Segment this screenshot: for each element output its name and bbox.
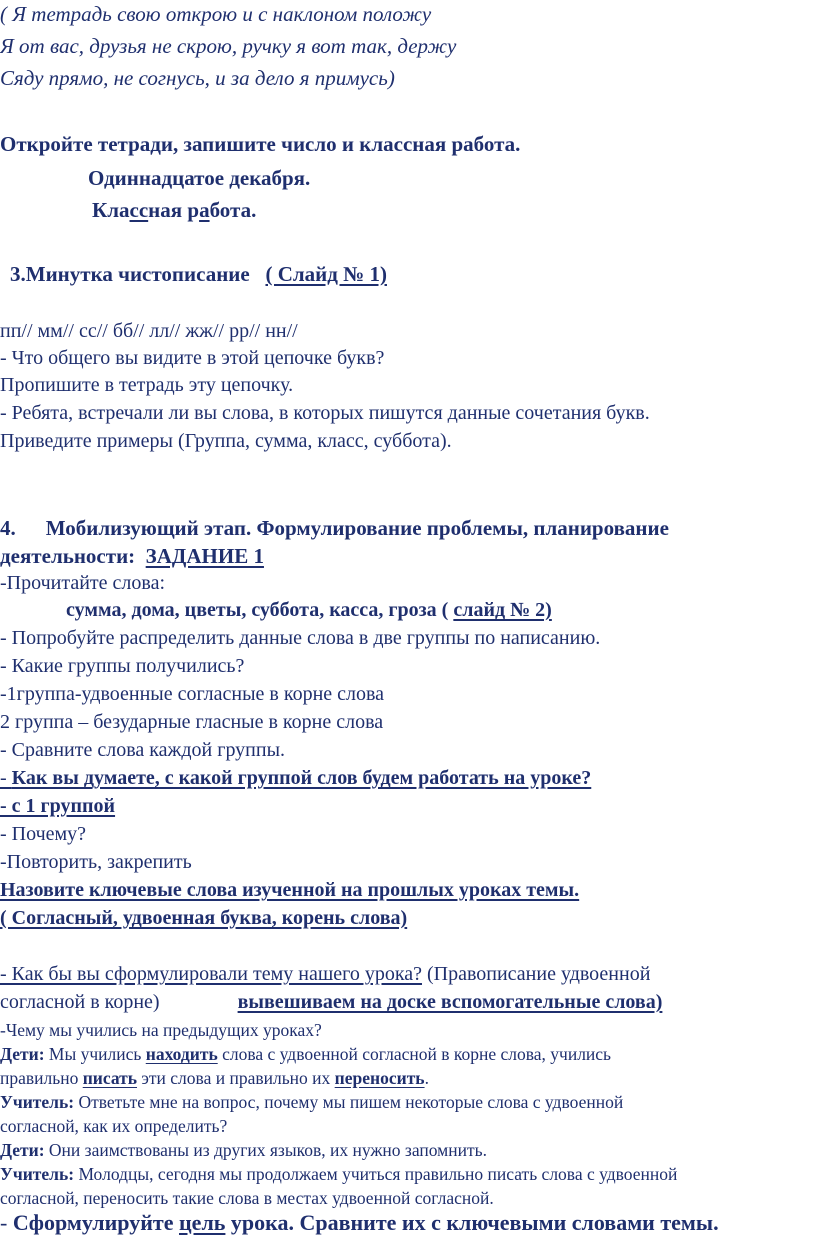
goal-instruction — [0, 1210, 719, 1236]
poem-line-1: ( Я тетрадь свою открою и с наклоном положу — [0, 2, 432, 26]
kids-text: эти слова и правильно их — [137, 1068, 335, 1088]
section-4-heading-line-2 — [0, 544, 264, 569]
date-line: Одиннадцатое декабря. — [88, 166, 311, 190]
group-2: 2 группа – безударные гласные в корне слова — [0, 711, 384, 733]
kids-text: Они заимствованы из других языков, их нужно запомнить. — [44, 1140, 487, 1160]
why-question: - Почему? — [0, 823, 87, 845]
classwork-line — [92, 198, 256, 223]
poem-line-3: Сяду прямо, не согнусь, и за дело я примусь) — [0, 66, 395, 90]
teacher-question-1-cont: согласной, как их определить? — [0, 1116, 228, 1136]
teacher-label: Учитель: — [0, 1164, 75, 1184]
kids-answer-1 — [0, 1044, 611, 1065]
word-transfer: переносить — [334, 1068, 425, 1088]
classwork-part: ная р — [148, 198, 200, 222]
examples-line: Приведите примеры (Группа, сумма, класс, суббота). — [0, 430, 452, 452]
goal-word: цель — [179, 1210, 226, 1235]
keywords-instruction: Назовите ключевые слова изученной на прошлых уроках темы. — [0, 879, 580, 901]
kids-label: Дети: — [0, 1140, 45, 1160]
kids-text: слова с удвоенной согласной в корне слова, учились — [217, 1044, 612, 1064]
teacher-text: Ответьте мне на вопрос, почему мы пишем некоторые слова с удвоенной — [74, 1092, 624, 1112]
teacher-statement-2 — [0, 1164, 677, 1185]
word-find: находить — [145, 1044, 218, 1064]
word-write: писать — [82, 1068, 138, 1088]
classwork-part: Кла — [92, 198, 130, 222]
topic-answer: (Правописание удвоенной — [421, 963, 651, 985]
word-list — [66, 599, 552, 622]
keywords-answer: ( Согласный, удвоенная буква, корень слова) — [0, 907, 408, 929]
repeat-answer: -Повторить, закрепить — [0, 851, 192, 873]
topic-answer-cont: согласной в корне) — [0, 991, 160, 1013]
classwork-underlined-letter: а — [199, 198, 210, 222]
groups-question: - Какие группы получились? — [0, 655, 245, 677]
goal-dash: - — [0, 1210, 13, 1235]
think-dash: - — [0, 767, 12, 789]
goal-text: Сформулируйте — [12, 1210, 179, 1235]
teacher-question-1 — [0, 1092, 623, 1113]
studied-question: -Чему мы учились на предыдущих уроках? — [0, 1020, 322, 1040]
kids-text: Мы учились — [44, 1044, 146, 1064]
task-1-label: ЗАДАНИЕ 1 — [145, 544, 264, 568]
think-question-line — [0, 767, 591, 790]
instruction-copy-chain: Пропишите в тетрадь эту цепочку. — [0, 374, 294, 396]
open-notebooks-instruction: Откройте тетради, запишите число и классная работа. — [0, 132, 521, 156]
slide-1-ref: ( Слайд № 1) — [265, 262, 387, 286]
poem-line-2: Я от вас, друзья не скрою, ручку я вот так, держу — [0, 34, 457, 58]
slide-2-ref: слайд № 2) — [453, 599, 552, 621]
read-words-instruction: -Прочитайте слова: — [0, 572, 165, 594]
group-1: -1группа-удвоенные согласные в корне слова — [0, 683, 385, 705]
think-question: Как вы думаете, с какой группой слов будем работать на уроке? — [11, 767, 592, 789]
teacher-label: Учитель: — [0, 1092, 75, 1112]
section-4-heading — [0, 516, 669, 541]
kids-text: правильно — [0, 1068, 83, 1088]
compare-instruction: - Сравните слова каждой группы. — [0, 739, 286, 761]
kids-answer-1-cont — [0, 1068, 429, 1089]
kids-answer-2 — [0, 1140, 487, 1161]
hang-words-note: вывешиваем на доске вспомогательные слова) — [237, 991, 663, 1013]
topic-question-line — [0, 963, 650, 986]
question-words: - Ребята, встречали ли вы слова, в которых пишутся данные сочетания букв. — [0, 402, 650, 424]
section-4-number: 4. — [0, 516, 16, 540]
activity-label: деятельности: — [0, 544, 136, 568]
word-list-words: сумма, дома, цветы, суббота, касса, гроза ( — [66, 599, 454, 621]
answer-group-1: - с 1 группой — [0, 795, 116, 817]
question-common: - Что общего вы видите в этой цепочке букв? — [0, 347, 385, 369]
goal-text: урока. Сравните их с ключевыми словами темы. — [225, 1210, 719, 1235]
topic-question: - Как бы вы сформулировали тему нашего урока? — [0, 963, 422, 985]
classwork-part: бота. — [209, 198, 257, 222]
letter-chain: пп// мм// сс// бб// лл// жж// рр// нн// — [0, 320, 298, 342]
teacher-text: Молодцы, сегодня мы продолжаем учиться правильно писать слова с удвоенной — [74, 1164, 678, 1184]
topic-answer-line-2 — [0, 991, 662, 1014]
kids-label: Дети: — [0, 1044, 45, 1064]
kids-text: . — [424, 1068, 429, 1088]
section-3-title: 3.Минутка чистописание — [10, 262, 250, 286]
section-4-title: Мобилизующий этап. Формулирование проблемы, планирование — [45, 516, 669, 540]
classwork-underlined-letters: сс — [129, 198, 149, 222]
distribute-instruction: - Попробуйте распределить данные слова в две группы по написанию. — [0, 627, 601, 649]
section-3-heading — [10, 262, 387, 287]
teacher-statement-2-cont: согласной, переносить такие слова в местах удвоенной согласной. — [0, 1188, 494, 1208]
